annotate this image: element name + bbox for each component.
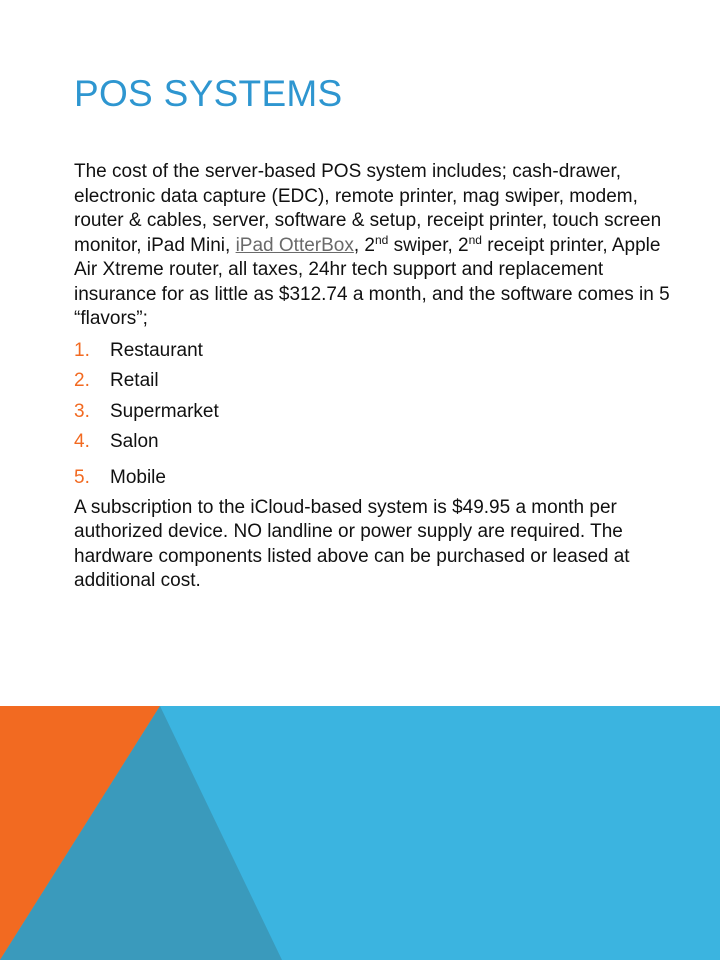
superscript-nd: nd	[468, 232, 482, 247]
list-item-label: Salon	[110, 431, 159, 452]
list-item-label: Supermarket	[110, 400, 219, 422]
slide-title: POS SYSTEMS	[74, 73, 343, 114]
intro-text-part-3: swiper, 2	[388, 234, 469, 256]
intro-text-part-1: The cost of the server-based POS system includes; cash-drawer, electronic data capture (EDC), remote printer, mag swiper, modem, router & cables, server, software & setup, receipt printer, touch screen monitor, iPad Mini,	[74, 161, 662, 256]
list-item-label: Restaurant	[110, 339, 203, 361]
list-item	[74, 397, 674, 428]
list-item	[74, 427, 674, 458]
list-number: 1.	[74, 339, 90, 361]
list-item-label: Mobile	[110, 466, 166, 488]
list-item	[74, 336, 674, 367]
intro-paragraph	[74, 160, 674, 332]
list-number: 4.	[74, 431, 90, 452]
list-item-label: Retail	[110, 370, 159, 391]
list-number: 5.	[74, 466, 90, 488]
closing-paragraph: A subscription to the iCloud-based system is $49.95 a month per authorized device. NO landline or power supply are required. The hardware components listed above can be purchased or leased at additional cost.	[74, 496, 630, 591]
list-item	[74, 366, 674, 397]
decorative-color-band	[0, 706, 720, 960]
list-number: 2.	[74, 370, 90, 391]
superscript-nd: nd	[374, 232, 389, 247]
intro-text-part-2: , 2	[353, 234, 375, 256]
list-number: 3.	[74, 400, 90, 422]
slide-body	[74, 160, 674, 594]
intro-text-part-4: receipt printer, Apple Air Xtreme router, all taxes, 24hr tech support and replacement insurance for as little as $312.74 a month, and the software comes in 5 “flavors”;	[74, 234, 670, 329]
list-item	[74, 458, 674, 494]
ipad-otterbox-link[interactable]: iPad OtterBox	[235, 234, 354, 256]
flavor-list	[74, 336, 674, 494]
